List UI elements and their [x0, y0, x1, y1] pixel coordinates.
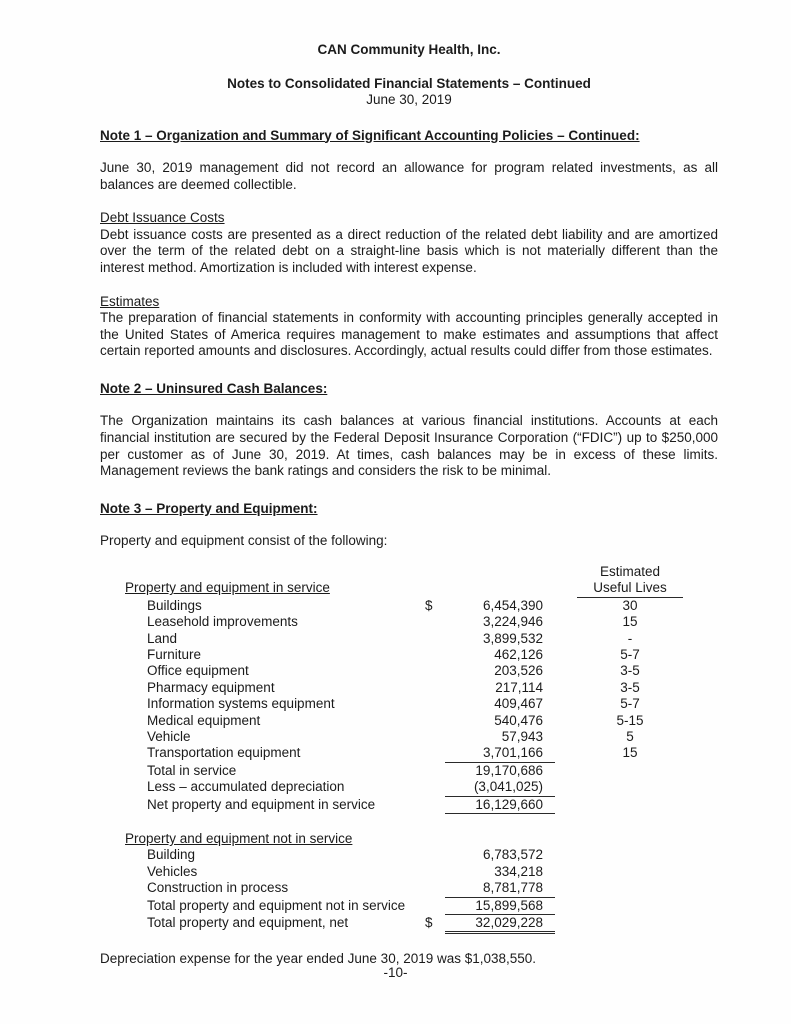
not-in-service-section-heading: Property and equipment not in service [125, 831, 353, 846]
table-row: Transportation equipment 3,701,166 15 [125, 745, 718, 762]
note3-heading: Note 3 – Property and Equipment: [100, 500, 318, 516]
table-row-total-not-in-service: Total property and equipment not in service 15,899,568 [125, 898, 718, 915]
table-row: Furniture 462,126 5-7 [147, 646, 640, 662]
note2-paragraph: The Organization maintains its cash balances at various financial institutions. Accounts at each financial institution are secured by the Federal Deposit Insurance Corporation (“FDIC”) up to $250,000 per customer as of June 30, 2019. At times, cash balances may be in excess of these limits. Management reviews the bank ratings and considers the risk to be minimal. [100, 413, 718, 479]
table-section-gap [125, 814, 718, 831]
table-row: Office equipment 203,526 3-5 [147, 663, 640, 679]
note1-heading: Note 1 – Organization and Summary of Significant Accounting Policies – Continued: [100, 127, 640, 143]
table-row: Vehicle 57,943 5 [147, 728, 634, 744]
table-header-row-estimated [125, 564, 718, 580]
debt-issuance-costs-heading: Debt Issuance Costs [100, 210, 225, 226]
table-row: Medical equipment 540,476 5-15 [147, 712, 644, 728]
organization-name: CAN Community Health, Inc. [317, 42, 501, 57]
table-row: Vehicles 334,218 [147, 863, 543, 879]
table-row: Land 3,899,532 - [147, 630, 633, 646]
in-service-section-heading: Property and equipment in service [125, 580, 330, 596]
depreciation-note: Depreciation expense for the year ended June 30, 2019 was $1,038,550. [100, 951, 537, 967]
useful-lives-header-line2: Useful Lives [577, 580, 683, 597]
page-number: -10- [383, 965, 408, 980]
table-row-net-in-service: Net property and equipment in service 16,129,660 [125, 797, 718, 814]
table-header-row-useful-lives [125, 580, 718, 597]
not-in-service-heading-row [125, 831, 718, 847]
table-row: Leasehold improvements 3,224,946 15 [147, 614, 638, 630]
estimates-heading: Estimates [100, 293, 160, 309]
currency-symbol: $ [425, 915, 433, 931]
table-row-accumulated-depreciation: Less – accumulated depreciation (3,041,025) [125, 779, 718, 796]
note2-heading: Note 2 – Uninsured Cash Balances: [100, 380, 328, 396]
table-row-grand-total: Total property and equipment, net $ 32,029,228 [125, 915, 718, 934]
note3-intro: Property and equipment consist of the following: [100, 533, 388, 549]
debt-issuance-costs-paragraph: Debt issuance costs are presented as a direct reduction of the related debt liability and are amortized over the term of the related debt on a straight-line basis which is not materially different than the interest method. Amortization is included with interest expense. [100, 226, 718, 275]
note1-paragraph: June 30, 2019 management did not record an allowance for program related investments, as all balances are deemed collectible. [100, 160, 718, 192]
useful-lives-header-line1: Estimated [599, 563, 661, 579]
table-row: Construction in process 8,781,778 [125, 880, 718, 897]
table-row: Building 6,783,572 [147, 847, 543, 863]
table-row: Pharmacy equipment 217,114 3-5 [147, 679, 640, 695]
document-title: Notes to Consolidated Financial Statements – Continued [227, 76, 591, 91]
estimates-paragraph: The preparation of financial statements in conformity with accounting principles generally accepted in the United States of America requires management to make estimates and assumptions that affect certain reported amounts and disclosures. Accordingly, actual results could differ from those estimates. [100, 310, 718, 359]
table-row: Information systems equipment 409,467 5-7 [147, 696, 640, 712]
property-equipment-table [125, 564, 718, 935]
document-date: June 30, 2019 [366, 92, 452, 107]
table-row-total-in-service: Total in service 19,170,686 [147, 762, 543, 778]
currency-symbol: $ [425, 597, 433, 613]
table-row: Buildings $ 6,454,390 30 [147, 597, 638, 613]
